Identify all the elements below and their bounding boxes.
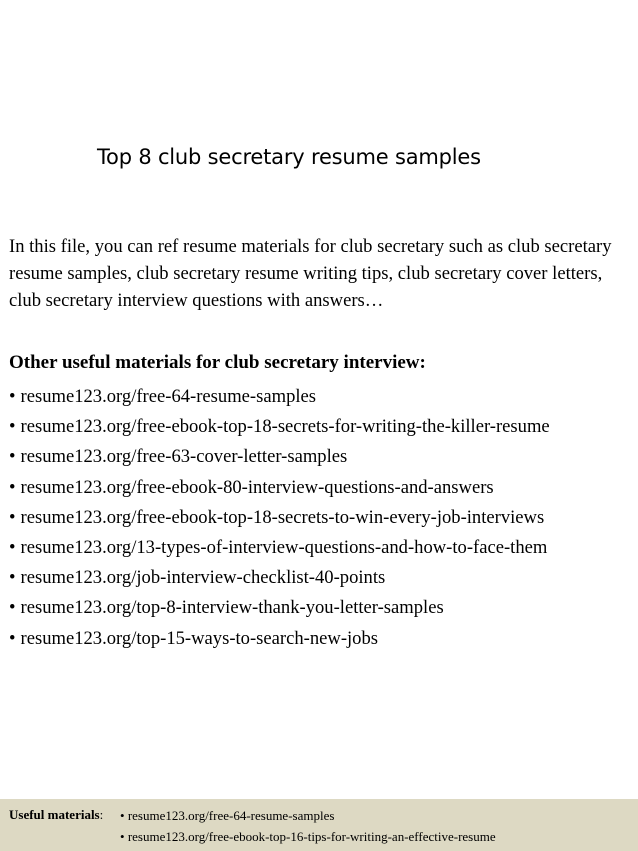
list-item (9, 563, 638, 593)
footer-label (9, 805, 103, 825)
bullet-icon: • (9, 627, 16, 649)
bullet-icon: • (9, 446, 16, 468)
resource-link[interactable]: resume123.org/top-15-ways-to-search-new-jobs (20, 627, 379, 649)
bullet-icon: • (9, 537, 16, 559)
list-item (9, 533, 638, 563)
resource-link-list (9, 382, 638, 654)
intro-paragraph: In this file, you can ref resume materials for club secretary such as club secretary resume samples, club secretary resume writing tips, club secretary cover letters, club secretary interview questions with answers… (9, 236, 612, 311)
list-item (9, 624, 638, 654)
bullet-icon: • (120, 829, 125, 844)
list-item (120, 826, 496, 847)
resource-link[interactable]: resume123.org/free-63-cover-letter-samples (20, 446, 348, 468)
resource-link[interactable]: resume123.org/free-ebook-80-interview-questions-and-answers (20, 476, 494, 498)
resource-link[interactable]: resume123.org/job-interview-checklist-40-points (20, 567, 386, 589)
footer-bar (0, 799, 638, 851)
list-item (9, 382, 638, 412)
resource-link[interactable]: resume123.org/free-ebook-top-18-secrets-to-win-every-job-interviews (20, 506, 545, 528)
resource-link[interactable]: resume123.org/13-types-of-interview-questions-and-how-to-face-them (20, 537, 548, 559)
section-heading: Other useful materials for club secretary interview: (9, 352, 426, 373)
resource-link[interactable]: resume123.org/free-ebook-top-18-secrets-for-writing-the-killer-resume (20, 416, 550, 438)
page-title: Top 8 club secretary resume samples (97, 145, 481, 169)
resource-link[interactable]: resume123.org/top-8-interview-thank-you-letter-samples (20, 597, 444, 619)
list-item (9, 593, 638, 623)
bullet-icon: • (9, 506, 16, 528)
bullet-icon: • (9, 386, 16, 407)
footer-label-text: Useful materials (9, 807, 100, 822)
resource-link[interactable]: resume123.org/free-64-resume-samples (20, 386, 317, 407)
list-item (9, 473, 638, 503)
list-item (9, 503, 638, 533)
footer-link[interactable]: resume123.org/free-64-resume-samples (127, 808, 335, 823)
list-item (9, 412, 638, 442)
bullet-icon: • (120, 808, 125, 823)
footer-link-list (120, 805, 496, 847)
bullet-icon: • (9, 416, 16, 438)
list-item (9, 442, 638, 472)
footer-link[interactable]: resume123.org/free-ebook-top-16-tips-for-writing-an-effective-resume (127, 829, 496, 844)
footer-colon: : (99, 807, 104, 822)
bullet-icon: • (9, 476, 16, 498)
bullet-icon: • (9, 597, 16, 619)
bullet-icon: • (9, 567, 16, 589)
list-item (120, 805, 496, 826)
